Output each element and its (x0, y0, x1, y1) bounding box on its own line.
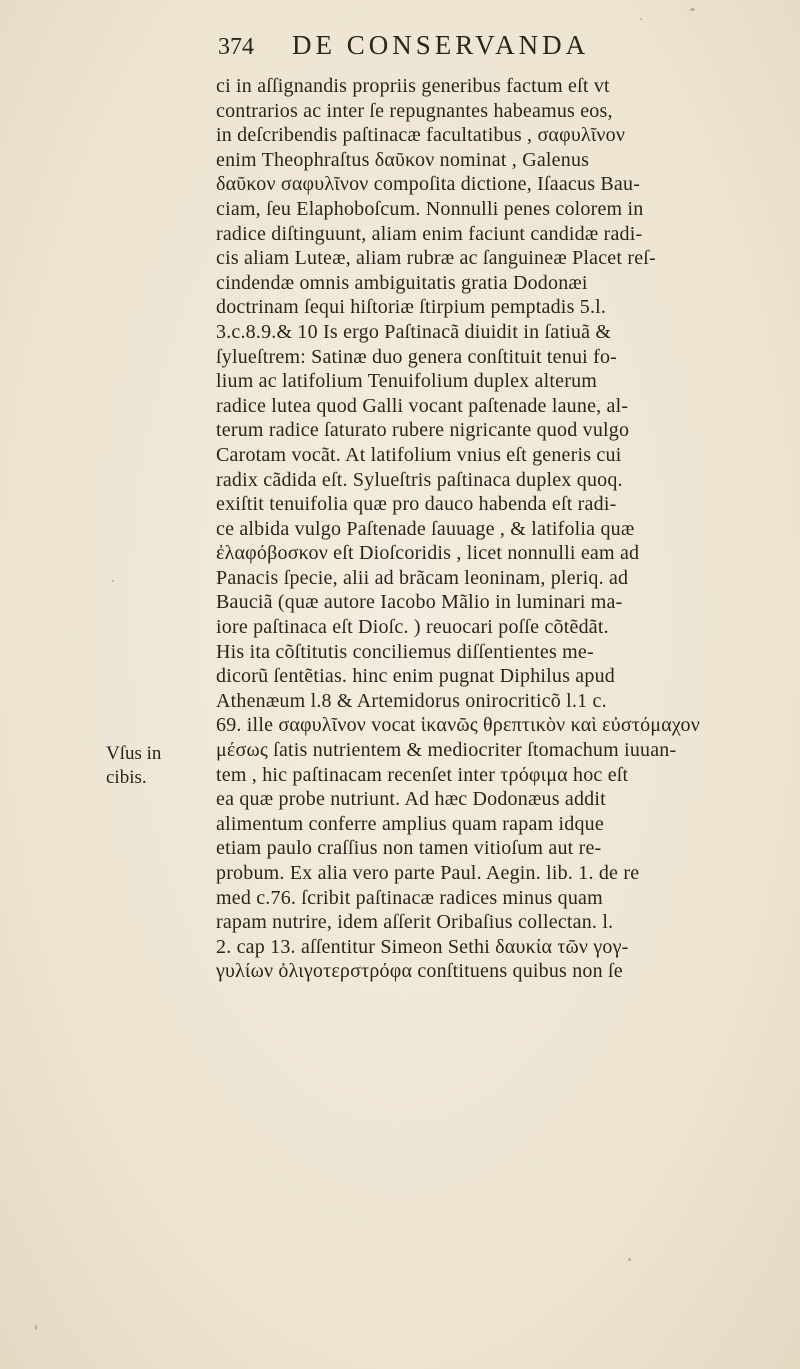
text-line: iore paſtinaca eſt Dioſc. ) reuocari poſſe cõtẽdãt. (216, 616, 609, 639)
marginal-note-line: Vſus in (106, 743, 162, 764)
text-line: Carotam vocãt. At latifolium vnius eſt generis cui (216, 443, 622, 466)
text-line: probum. Ex alia vero parte Paul. Aegin. lib. 1. de re (216, 862, 640, 884)
text-line: Athenæum l.8 & Artemidorus onirocriticõ l.1 c. (216, 689, 607, 712)
paper-speck (640, 18, 642, 20)
text-line: μέσως ſatis nutrientem & mediocriter ſtomachum iuuan- (216, 739, 677, 762)
text-line: γυλίων ὀλιγοτερστρόφα conſtituens quibus non ſe (216, 960, 623, 983)
paper-speck (35, 1325, 37, 1330)
text-line: lium ac latifolium Tenuifolium duplex alterum (216, 370, 598, 393)
text-line: tem , hic paſtinacam recenſet inter τρόφιμα hoc eſt (216, 763, 629, 786)
text-line: Panacis ſpecie, alii ad brãcam leoninam, pleriq. ad (216, 566, 629, 589)
running-title: DE CONSERVANDA (292, 30, 590, 60)
body-text (216, 74, 776, 984)
text-line: terum radice ſaturato rubere nigricante quod vulgo (216, 419, 630, 442)
text-line: cindendæ omnis ambiguitatis gratia Dodonæi (216, 271, 588, 294)
text-line: alimentum conferre amplius quam rapam idque (216, 812, 604, 835)
text-line: enim Theophraſtus δαῦκον nominat , Galenus (216, 148, 590, 171)
text-line: med c.76. ſcribit paſtinacæ radices minus quam (216, 886, 603, 909)
paper-speck (112, 580, 114, 582)
text-line: exiſtit tenuifolia quæ pro dauco habenda eſt radi- (216, 493, 617, 516)
running-header (218, 30, 738, 74)
text-line: His ita cõſtitutis conciliemus diſſentientes me- (216, 640, 594, 663)
text-line: ciam, ſeu Elaphoboſcum. Nonnulli penes colorem in (216, 197, 644, 220)
text-line: ea quæ probe nutriunt. Ad hæc Dodonæus addit (216, 788, 606, 811)
text-line: ἐλαφόβοσκον eſt Dioſcoridis , licet nonnulli eam ad (216, 542, 640, 565)
text-line: δαῦκον σαφυλῖνον compoſita dictione, Iſaacus Bau- (216, 173, 641, 196)
paper-speck (628, 1258, 631, 1261)
text-line: doctrinam ſequi hiſtoriæ ſtirpium pemptadis 5.l. (216, 296, 607, 319)
text-line: dicorũ ſentẽtias. hinc enim pugnat Diphilus apud (216, 665, 615, 688)
text-line: radice lutea quod Galli vocant paſtenade laune, al- (216, 394, 629, 417)
text-line: rapam nutrire, idem aſſerit Oribaſius collectan. l. (216, 911, 614, 934)
text-line: contrarios ac inter ſe repugnantes habeamus eos, (216, 99, 613, 122)
marginal-note-line: cibis. (106, 767, 147, 788)
text-line: etiam paulo craſſius non tamen vitioſum aut re- (216, 837, 602, 860)
text-line: ſylueſtrem: Satinæ duo genera conſtituit tenui fo- (216, 345, 618, 368)
page-number: 374 (218, 34, 254, 60)
text-line: ce albida vulgo Paſtenade ſauuage , & latifolia quæ (216, 517, 635, 540)
text-line: in deſcribendis paſtinacæ facultatibus , σαφυλῖνον (216, 124, 626, 147)
text-line: Bauciã (quæ autore Iacobo Mãlio in luminari ma- (216, 591, 623, 614)
text-line: 2. cap 13. aſſentitur Simeon Sethi δαυκία τῶν γογ- (216, 935, 629, 958)
marginal-note (106, 742, 186, 790)
text-line: radix cãdida eſt. Sylueſtris paſtinaca duplex quoq. (216, 468, 623, 491)
text-line: 3.c.8.9.& 10 Is ergo Paſtinacã diuidit in ſatiuã & (216, 320, 612, 343)
text-line: cis aliam Luteæ, aliam rubræ ac ſanguineæ Placet reſ- (216, 247, 656, 270)
text-line: radice diſtinguunt, aliam enim faciunt candidæ radi- (216, 222, 643, 245)
paper-speck (690, 8, 695, 11)
text-line: 69. ille σαφυλῖνον vocat ἱκανῶς θρεπτικὸν καὶ εὐστόμαχον (216, 714, 700, 737)
text-line: ci in aſſignandis propriis generibus factum eſt vt (216, 75, 610, 97)
